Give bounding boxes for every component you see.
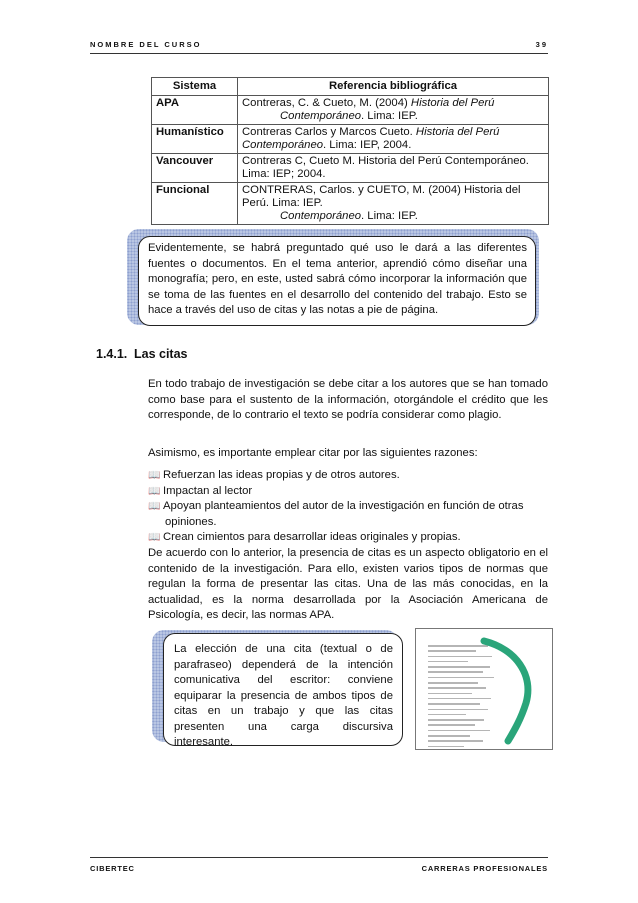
reference-table (151, 77, 549, 225)
list-item-text: Refuerzan las ideas propias y de otros autores. (163, 469, 400, 481)
system-cell: Vancouver (152, 154, 238, 183)
ref-title: Contemporáneo (280, 110, 362, 122)
ref-text: . Lima: IEP. (361, 110, 418, 122)
intro-callout (138, 236, 536, 326)
footer-right: CARRERAS PROFESIONALES (421, 864, 548, 873)
paragraph: En todo trabajo de investigación se debe citar a los autores que se han tomado como base para el sustento de la información, otorgándole el crédito que les corresponde, de lo contrario el texto se podría considerar como plagio. (148, 378, 548, 421)
ref-title: Historia del Perú (415, 126, 500, 138)
list-item (148, 468, 548, 484)
list-item (148, 484, 548, 500)
reference-cell (238, 96, 549, 125)
section-heading (96, 347, 188, 361)
footer-left: CIBERTEC (90, 864, 135, 873)
course-name: NOMBRE DEL CURSO (90, 40, 202, 49)
page-number: 39 (535, 40, 548, 49)
list-item (148, 499, 548, 515)
table-header-reference: Referencia bibliográfica (238, 78, 549, 96)
ref-text: Contreras, C. & Cueto, M. (2004) (242, 97, 411, 109)
table-row (152, 125, 549, 154)
table-header-system: Sistema (152, 78, 238, 96)
system-cell: Humanístico (152, 125, 238, 154)
list-item-text: Crean cimientos para desarrollar ideas originales y propias. (163, 531, 461, 543)
ref-text: Lima: IEP; 2004. (242, 168, 326, 180)
reference-cell (238, 183, 549, 225)
paragraph: De acuerdo con lo anterior, la presencia de citas es un aspecto obligatorio en el contenido de la investigación. Para ello, existen varios tipos de normas que regulan la forma de presentar las citas. Una de las más conocidas, en la actualidad, es la norma desarrollada por la Asociación Americana de Psicología, es decir, las normas APA. (148, 547, 548, 621)
system-cell: APA (152, 96, 238, 125)
book-icon: 📖 (148, 532, 161, 543)
reasons-list (148, 468, 548, 546)
ref-text: Contreras Carlos y Marcos Cueto. (242, 126, 416, 138)
section-number: 1.4.1. (96, 347, 128, 361)
ref-title: Contemporáneo (242, 139, 324, 151)
paragraph: Asimismo, es importante emplear citar por las siguientes razones: (148, 447, 478, 459)
list-item-text: Impactan al lector (163, 484, 253, 497)
reference-cell (238, 125, 549, 154)
ref-title: Historia del Perú (410, 97, 495, 109)
quote-callout-text: La elección de una cita (textual o de parafraseo) dependerá de la intención comunicativa del escritor: conviene equiparar la presencia de ambos tipos de citas en un trabajo y que las citas presenten una carga discursiva interesante. (174, 643, 393, 748)
table-row (152, 183, 549, 225)
ref-text: Contreras C, Cueto M. Historia del Perú Contemporáneo. (242, 155, 529, 167)
table-row (152, 154, 549, 183)
book-icon: 📖 (148, 485, 161, 497)
green-arc-graphic (474, 635, 544, 745)
table-row (152, 96, 549, 125)
footer-divider (90, 857, 548, 858)
book-icon: 📖 (148, 501, 161, 512)
ref-text: CONTRERAS, Carlos. y CUETO, M. (2004) Historia del (242, 184, 521, 196)
list-item-continuation: opiniones. (165, 515, 217, 528)
ref-text: . Lima: IEP. (361, 210, 418, 222)
ref-text: Perú. Lima: IEP. (242, 197, 323, 209)
table-header-row (152, 78, 549, 96)
header-divider (90, 53, 548, 54)
quote-callout (163, 633, 403, 746)
list-item-text: Apoyan planteamientos del autor de la investigación en función de otras (163, 500, 524, 512)
list-item (148, 530, 548, 546)
document-illustration (415, 628, 553, 750)
book-icon: 📖 (148, 470, 161, 481)
ref-title: Contemporáneo (280, 210, 362, 222)
intro-callout-text: Evidentemente, se habrá preguntado qué uso le dará a las diferentes fuentes o documentos. En el tema anterior, aprendió cómo diseñar una monografía; pero, en este, usted sabrá cómo incorporar la información que se toma de las fuentes en el desarrollo del contenido del trabajo. Esto se hace a través del uso de citas y las notas a pie de página. (148, 242, 527, 316)
reference-cell (238, 154, 549, 183)
ref-text: . Lima: IEP, 2004. (323, 139, 412, 151)
section-title: Las citas (134, 347, 188, 361)
system-cell: Funcional (152, 183, 238, 225)
